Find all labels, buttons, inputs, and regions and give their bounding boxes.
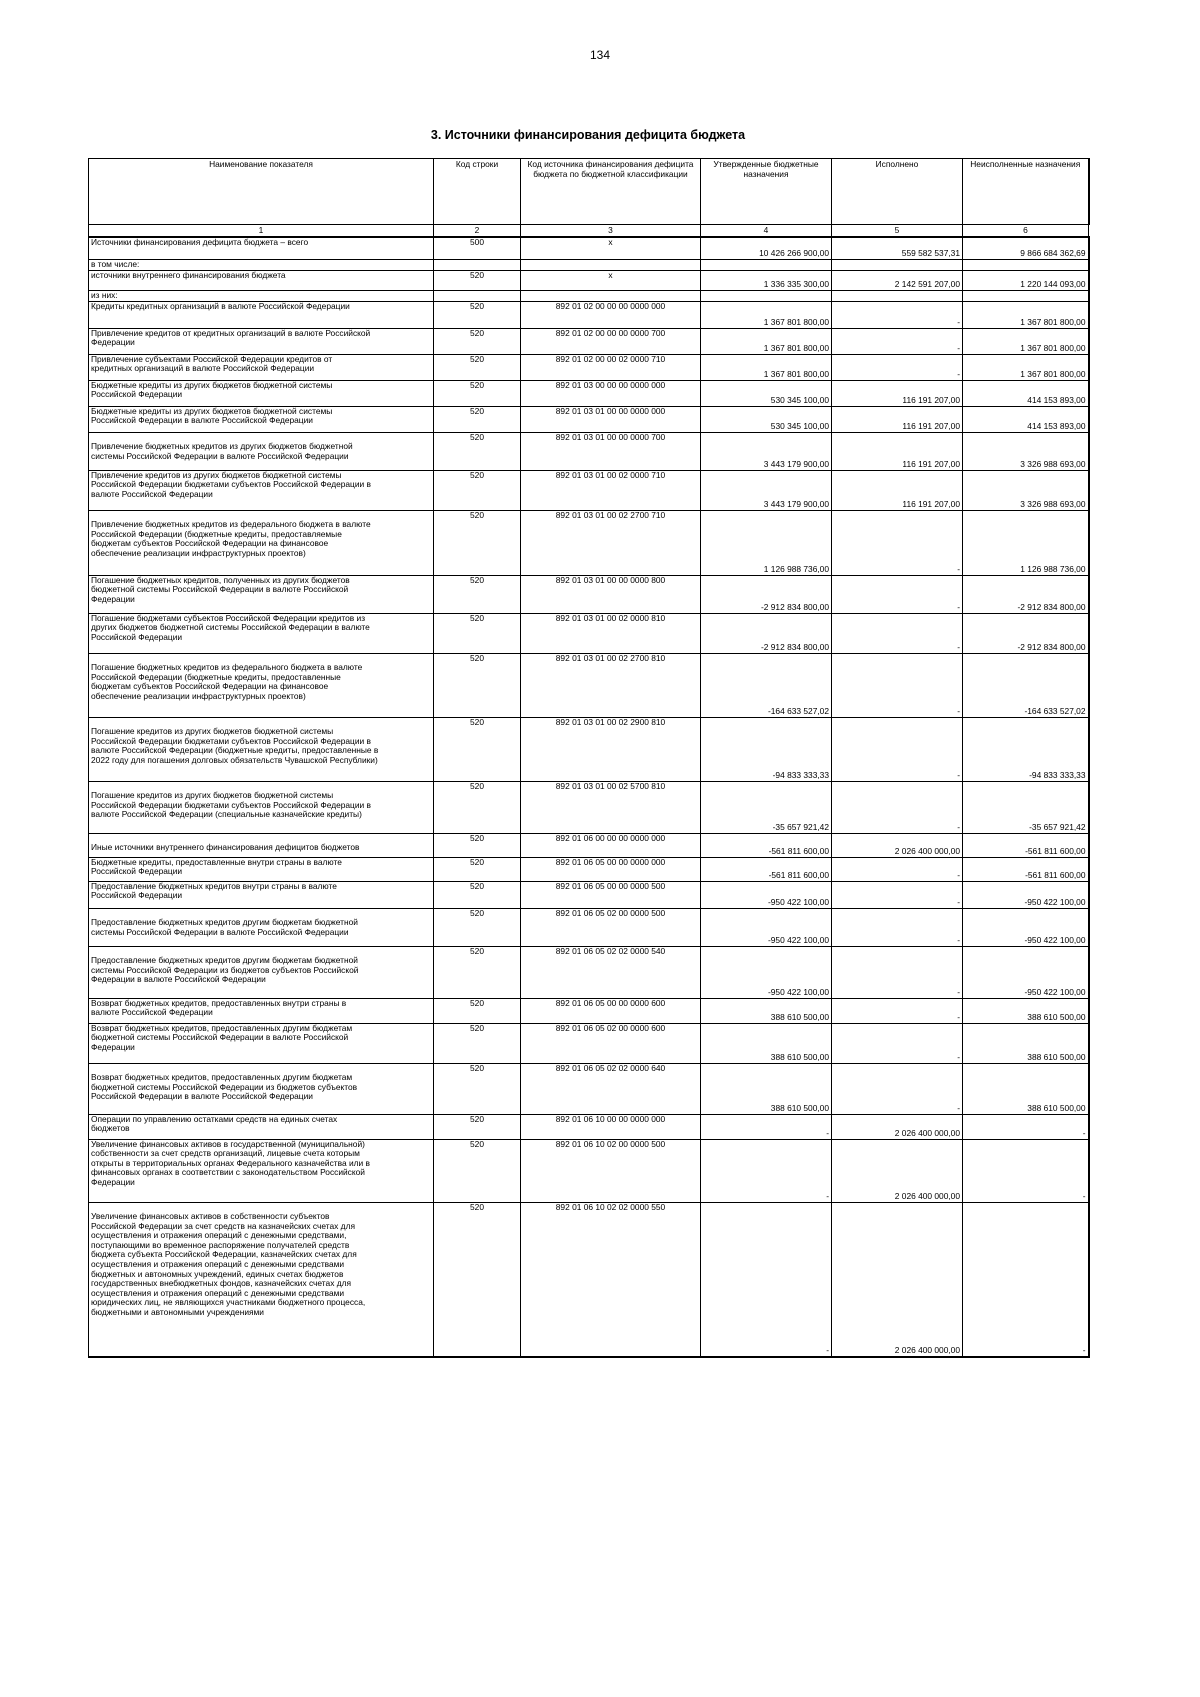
approved-amount-cell: 388 610 500,00 bbox=[701, 998, 832, 1023]
indicator-name-cell: Источники финансирования дефицита бюджета – всего bbox=[89, 237, 434, 259]
source-code-cell: 892 01 03 01 00 02 0000 710 bbox=[521, 470, 701, 510]
approved-amount-cell: -2 912 834 800,00 bbox=[701, 575, 832, 613]
table-row bbox=[89, 1202, 1089, 1357]
approved-amount-cell: 1 367 801 800,00 bbox=[701, 301, 832, 328]
approved-amount-cell: -561 811 600,00 bbox=[701, 833, 832, 857]
source-code-cell: 892 01 06 05 00 00 0000 000 bbox=[521, 857, 701, 881]
approved-amount-cell: 1 336 335 300,00 bbox=[701, 270, 832, 290]
unexecuted-amount-cell: -561 811 600,00 bbox=[963, 857, 1089, 881]
approved-amount-cell: 388 610 500,00 bbox=[701, 1023, 832, 1063]
source-code-cell: 892 01 06 10 00 00 0000 000 bbox=[521, 1114, 701, 1139]
unexecuted-amount-cell: - bbox=[963, 1139, 1089, 1202]
approved-amount-cell: -950 422 100,00 bbox=[701, 908, 832, 946]
line-code-cell: 520 bbox=[434, 328, 521, 354]
executed-amount-cell: 2 026 400 000,00 bbox=[832, 833, 963, 857]
column-number: 2 bbox=[434, 225, 521, 238]
unexecuted-amount-cell: - bbox=[963, 1202, 1089, 1357]
indicator-name-cell: Привлечение кредитов из других бюджетов бюджетной системы Российской Федерации бюджетами субъектов Российской Федерации в валюте Российской Федерации bbox=[89, 470, 434, 510]
unexecuted-amount-cell: 1 126 988 736,00 bbox=[963, 510, 1089, 575]
source-code-cell: x bbox=[521, 237, 701, 259]
unexecuted-amount-cell: 388 610 500,00 bbox=[963, 1023, 1089, 1063]
line-code-cell: 520 bbox=[434, 406, 521, 432]
executed-amount-cell: - bbox=[832, 1063, 963, 1114]
executed-amount-cell: - bbox=[832, 301, 963, 328]
line-code-cell: 520 bbox=[434, 946, 521, 998]
approved-amount-cell: 3 443 179 900,00 bbox=[701, 470, 832, 510]
executed-amount-cell: 2 142 591 207,00 bbox=[832, 270, 963, 290]
approved-amount-cell bbox=[701, 290, 832, 301]
unexecuted-amount-cell: -950 422 100,00 bbox=[963, 946, 1089, 998]
line-code-cell bbox=[434, 259, 521, 270]
table-row bbox=[89, 998, 1089, 1023]
approved-amount-cell: -561 811 600,00 bbox=[701, 857, 832, 881]
source-code-cell: 892 01 03 01 00 02 2700 810 bbox=[521, 653, 701, 717]
unexecuted-amount-cell: 1 367 801 800,00 bbox=[963, 328, 1089, 354]
unexecuted-amount-cell: -2 912 834 800,00 bbox=[963, 575, 1089, 613]
indicator-name-cell: Возврат бюджетных кредитов, предоставленных другим бюджетам бюджетной системы Российской Федерации в валюте Российской Федерации bbox=[89, 1023, 434, 1063]
source-code-cell: 892 01 03 01 00 00 0000 800 bbox=[521, 575, 701, 613]
indicator-name-cell: Увеличение финансовых активов в государственной (муниципальной) собственности за счет средств организаций, лицевые счета которым открыты в территориальных органах Федерального казначейства или в финансовых органах в соответствии с законодательством Российской Федерации bbox=[89, 1139, 434, 1202]
table-row bbox=[89, 781, 1089, 833]
source-code-cell: 892 01 02 00 00 00 0000 000 bbox=[521, 301, 701, 328]
source-code-cell: 892 01 06 00 00 00 0000 000 bbox=[521, 833, 701, 857]
unexecuted-amount-cell: 1 367 801 800,00 bbox=[963, 354, 1089, 380]
executed-amount-cell: 116 191 207,00 bbox=[832, 432, 963, 470]
unexecuted-amount-cell: 9 866 684 362,69 bbox=[963, 237, 1089, 259]
table-row bbox=[89, 908, 1089, 946]
executed-amount-cell: - bbox=[832, 908, 963, 946]
header-approved: Утвержденные бюджетные назначения bbox=[701, 159, 832, 225]
unexecuted-amount-cell: 388 610 500,00 bbox=[963, 1063, 1089, 1114]
line-code-cell: 520 bbox=[434, 881, 521, 908]
approved-amount-cell: -950 422 100,00 bbox=[701, 881, 832, 908]
approved-amount-cell: 1 367 801 800,00 bbox=[701, 328, 832, 354]
header-source-code: Код источника финансирования дефицита бюджета по бюджетной классификации bbox=[521, 159, 701, 225]
executed-amount-cell: - bbox=[832, 946, 963, 998]
executed-amount-cell: 116 191 207,00 bbox=[832, 380, 963, 406]
unexecuted-amount-cell: -164 633 527,02 bbox=[963, 653, 1089, 717]
executed-amount-cell: - bbox=[832, 781, 963, 833]
approved-amount-cell: -35 657 921,42 bbox=[701, 781, 832, 833]
header-indicator-name: Наименование показателя bbox=[89, 159, 434, 225]
line-code-cell: 520 bbox=[434, 653, 521, 717]
executed-amount-cell: - bbox=[832, 998, 963, 1023]
line-code-cell: 520 bbox=[434, 354, 521, 380]
indicator-name-cell: Бюджетные кредиты из других бюджетов бюджетной системы Российской Федерации в валюте Российской Федерации bbox=[89, 406, 434, 432]
approved-amount-cell: - bbox=[701, 1202, 832, 1357]
source-code-cell: 892 01 06 10 02 00 0000 500 bbox=[521, 1139, 701, 1202]
line-code-cell: 520 bbox=[434, 613, 521, 653]
source-code-cell: 892 01 02 00 00 00 0000 700 bbox=[521, 328, 701, 354]
unexecuted-amount-cell: -950 422 100,00 bbox=[963, 908, 1089, 946]
line-code-cell: 520 bbox=[434, 833, 521, 857]
source-code-cell bbox=[521, 259, 701, 270]
line-code-cell: 520 bbox=[434, 781, 521, 833]
header-unexecuted: Неисполненные назначения bbox=[963, 159, 1089, 225]
indicator-name-cell: Кредиты кредитных организаций в валюте Российской Федерации bbox=[89, 301, 434, 328]
executed-amount-cell bbox=[832, 290, 963, 301]
indicator-name-cell: Бюджетные кредиты из других бюджетов бюджетной системы Российской Федерации bbox=[89, 380, 434, 406]
report-title: 3. Источники финансирования дефицита бюджета bbox=[430, 128, 746, 142]
line-code-cell: 500 bbox=[434, 237, 521, 259]
line-code-cell: 520 bbox=[434, 1114, 521, 1139]
unexecuted-amount-cell bbox=[963, 259, 1089, 270]
page-number: 134 bbox=[589, 48, 611, 62]
source-code-cell: 892 01 06 05 00 00 0000 500 bbox=[521, 881, 701, 908]
unexecuted-amount-cell: -950 422 100,00 bbox=[963, 881, 1089, 908]
unexecuted-amount-cell: 1 220 144 093,00 bbox=[963, 270, 1089, 290]
line-code-cell: 520 bbox=[434, 1063, 521, 1114]
line-code-cell: 520 bbox=[434, 270, 521, 290]
table-row bbox=[89, 406, 1089, 432]
source-code-cell: 892 01 03 01 00 02 5700 810 bbox=[521, 781, 701, 833]
deficit-financing-table bbox=[88, 158, 1090, 1358]
line-code-cell: 520 bbox=[434, 380, 521, 406]
table-body bbox=[89, 237, 1089, 1357]
table-row bbox=[89, 432, 1089, 470]
table-row bbox=[89, 613, 1089, 653]
executed-amount-cell: - bbox=[832, 1023, 963, 1063]
source-code-cell: 892 01 03 01 00 00 0000 700 bbox=[521, 432, 701, 470]
table-row bbox=[89, 380, 1089, 406]
table-row bbox=[89, 1114, 1089, 1139]
table-row bbox=[89, 857, 1089, 881]
indicator-name-cell: Погашение бюджетных кредитов из федерального бюджета в валюте Российской Федерации (бюджетные кредиты, предоставленные бюджетам субъектов Российской Федерации на финансовое обеспечение реализации инфраструктурных проектов) bbox=[89, 653, 434, 717]
approved-amount-cell: -164 633 527,02 bbox=[701, 653, 832, 717]
table-row bbox=[89, 1139, 1089, 1202]
source-code-cell: 892 01 06 05 02 02 0000 640 bbox=[521, 1063, 701, 1114]
indicator-name-cell: Предоставление бюджетных кредитов другим бюджетам бюджетной системы Российской Федерации из бюджетов субъектов Российской Федерации в валюте Российской Федерации bbox=[89, 946, 434, 998]
approved-amount-cell: 1 367 801 800,00 bbox=[701, 354, 832, 380]
line-code-cell: 520 bbox=[434, 1023, 521, 1063]
executed-amount-cell: - bbox=[832, 354, 963, 380]
line-code-cell: 520 bbox=[434, 908, 521, 946]
header-row bbox=[89, 159, 1089, 225]
unexecuted-amount-cell: 3 326 988 693,00 bbox=[963, 432, 1089, 470]
approved-amount-cell: 388 610 500,00 bbox=[701, 1063, 832, 1114]
executed-amount-cell: - bbox=[832, 575, 963, 613]
line-code-cell: 520 bbox=[434, 470, 521, 510]
approved-amount-cell: -94 833 333,33 bbox=[701, 717, 832, 781]
unexecuted-amount-cell: -94 833 333,33 bbox=[963, 717, 1089, 781]
table-row bbox=[89, 946, 1089, 998]
table-row bbox=[89, 270, 1089, 290]
approved-amount-cell: - bbox=[701, 1139, 832, 1202]
line-code-cell bbox=[434, 290, 521, 301]
header-executed: Исполнено bbox=[832, 159, 963, 225]
source-code-cell: 892 01 03 00 00 00 0000 000 bbox=[521, 380, 701, 406]
line-code-cell: 520 bbox=[434, 301, 521, 328]
indicator-name-cell: Погашение кредитов из других бюджетов бюджетной системы Российской Федерации бюджетами субъектов Российской Федерации в валюте Российской Федерации (специальные казначейские кредиты) bbox=[89, 781, 434, 833]
executed-amount-cell: 2 026 400 000,00 bbox=[832, 1202, 963, 1357]
source-code-cell: x bbox=[521, 270, 701, 290]
table-row bbox=[89, 575, 1089, 613]
unexecuted-amount-cell: 1 367 801 800,00 bbox=[963, 301, 1089, 328]
source-code-cell: 892 01 06 05 02 02 0000 540 bbox=[521, 946, 701, 998]
indicator-name-cell: Погашение кредитов из других бюджетов бюджетной системы Российской Федерации бюджетами субъектов Российской Федерации в валюте Российской Федерации (бюджетные кредиты, предоставленные в 2022 году для погашения долговых обязательств Чувашской Республики) bbox=[89, 717, 434, 781]
unexecuted-amount-cell: 388 610 500,00 bbox=[963, 998, 1089, 1023]
indicator-name-cell: Привлечение бюджетных кредитов из федерального бюджета в валюте Российской Федерации (бюджетные кредиты, предоставляемые бюджетам субъектов Российской Федерации на финансовое обеспечение реализации инфраструктурных проектов) bbox=[89, 510, 434, 575]
indicator-name-cell: Погашение бюджетных кредитов, полученных из других бюджетов бюджетной системы Российской Федерации в валюте Российской Федерации bbox=[89, 575, 434, 613]
line-code-cell: 520 bbox=[434, 575, 521, 613]
approved-amount-cell: 530 345 100,00 bbox=[701, 380, 832, 406]
column-number: 5 bbox=[832, 225, 963, 238]
executed-amount-cell bbox=[832, 259, 963, 270]
table-row bbox=[89, 237, 1089, 259]
indicator-name-cell: Погашение бюджетами субъектов Российской Федерации кредитов из других бюджетов бюджетной системы Российской Федерации в валюте Российской Федерации bbox=[89, 613, 434, 653]
table-row bbox=[89, 259, 1089, 270]
table-row bbox=[89, 717, 1089, 781]
header-line-code: Код строки bbox=[434, 159, 521, 225]
unexecuted-amount-cell: - bbox=[963, 1114, 1089, 1139]
table-row bbox=[89, 354, 1089, 380]
line-code-cell: 520 bbox=[434, 998, 521, 1023]
column-number: 1 bbox=[89, 225, 434, 238]
table-row bbox=[89, 290, 1089, 301]
indicator-name-cell: Бюджетные кредиты, предоставленные внутри страны в валюте Российской Федерации bbox=[89, 857, 434, 881]
unexecuted-amount-cell: -2 912 834 800,00 bbox=[963, 613, 1089, 653]
executed-amount-cell: - bbox=[832, 510, 963, 575]
executed-amount-cell: 2 026 400 000,00 bbox=[832, 1114, 963, 1139]
approved-amount-cell: - bbox=[701, 1114, 832, 1139]
line-code-cell: 520 bbox=[434, 717, 521, 781]
source-code-cell: 892 01 06 05 02 00 0000 600 bbox=[521, 1023, 701, 1063]
approved-amount-cell: 1 126 988 736,00 bbox=[701, 510, 832, 575]
column-number-row bbox=[89, 225, 1089, 238]
source-code-cell: 892 01 06 05 00 00 0000 600 bbox=[521, 998, 701, 1023]
executed-amount-cell: 116 191 207,00 bbox=[832, 406, 963, 432]
executed-amount-cell: - bbox=[832, 857, 963, 881]
table-row bbox=[89, 510, 1089, 575]
executed-amount-cell: - bbox=[832, 653, 963, 717]
source-code-cell: 892 01 03 01 00 02 2900 810 bbox=[521, 717, 701, 781]
approved-amount-cell: -950 422 100,00 bbox=[701, 946, 832, 998]
indicator-name-cell: Привлечение кредитов от кредитных организаций в валюте Российской Федерации bbox=[89, 328, 434, 354]
executed-amount-cell: 2 026 400 000,00 bbox=[832, 1139, 963, 1202]
line-code-cell: 520 bbox=[434, 1139, 521, 1202]
column-number: 4 bbox=[701, 225, 832, 238]
unexecuted-amount-cell: 414 153 893,00 bbox=[963, 406, 1089, 432]
unexecuted-amount-cell: -35 657 921,42 bbox=[963, 781, 1089, 833]
column-number: 6 bbox=[963, 225, 1089, 238]
executed-amount-cell: - bbox=[832, 613, 963, 653]
column-number: 3 bbox=[521, 225, 701, 238]
executed-amount-cell: - bbox=[832, 881, 963, 908]
line-code-cell: 520 bbox=[434, 1202, 521, 1357]
indicator-name-cell: Увеличение финансовых активов в собственности субъектов Российской Федерации за счет средств на казначейских счетах для осуществления и отражения операций с денежными средствами, поступающими во временное распоряжение получателей средств бюджета субъекта Российской Федерации, казначейских счетах для осуществления и отражения операций с денежными средствами бюджетных и автономных учреждений, единых счетах бюджетов государственных внебюджетных фондов, казначейских счетах для осуществления и отражения операций с денежными средствами юридических лиц, не являющихся участниками бюджетного процесса, бюджетными и автономными учреждениями bbox=[89, 1202, 434, 1357]
indicator-name-cell: Предоставление бюджетных кредитов другим бюджетам бюджетной системы Российской Федерации в валюте Российской Федерации bbox=[89, 908, 434, 946]
executed-amount-cell: - bbox=[832, 717, 963, 781]
indicator-name-cell: Операции по управлению остатками средств на единых счетах бюджетов bbox=[89, 1114, 434, 1139]
line-code-cell: 520 bbox=[434, 857, 521, 881]
source-code-cell: 892 01 06 05 02 00 0000 500 bbox=[521, 908, 701, 946]
table-row bbox=[89, 328, 1089, 354]
indicator-name-cell: Предоставление бюджетных кредитов внутри страны в валюте Российской Федерации bbox=[89, 881, 434, 908]
table-row bbox=[89, 470, 1089, 510]
source-code-cell: 892 01 03 01 00 00 0000 000 bbox=[521, 406, 701, 432]
approved-amount-cell: 10 426 266 900,00 bbox=[701, 237, 832, 259]
source-code-cell: 892 01 03 01 00 02 2700 710 bbox=[521, 510, 701, 575]
table-row bbox=[89, 833, 1089, 857]
indicator-name-cell: источники внутреннего финансирования бюджета bbox=[89, 270, 434, 290]
table-row bbox=[89, 881, 1089, 908]
executed-amount-cell: - bbox=[832, 328, 963, 354]
indicator-name-cell: из них: bbox=[89, 290, 434, 301]
unexecuted-amount-cell: 414 153 893,00 bbox=[963, 380, 1089, 406]
executed-amount-cell: 559 582 537,31 bbox=[832, 237, 963, 259]
table-row bbox=[89, 1063, 1089, 1114]
line-code-cell: 520 bbox=[434, 510, 521, 575]
source-code-cell: 892 01 02 00 00 02 0000 710 bbox=[521, 354, 701, 380]
table-row bbox=[89, 301, 1089, 328]
source-code-cell: 892 01 06 10 02 02 0000 550 bbox=[521, 1202, 701, 1357]
indicator-name-cell: Привлечение бюджетных кредитов из других бюджетов бюджетной системы Российской Федерации в валюте Российской Федерации bbox=[89, 432, 434, 470]
indicator-name-cell: в том числе: bbox=[89, 259, 434, 270]
indicator-name-cell: Возврат бюджетных кредитов, предоставленных внутри страны в валюте Российской Федерации bbox=[89, 998, 434, 1023]
indicator-name-cell: Привлечение субъектами Российской Федерации кредитов от кредитных организаций в валюте Российской Федерации bbox=[89, 354, 434, 380]
line-code-cell: 520 bbox=[434, 432, 521, 470]
indicator-name-cell: Иные источники внутреннего финансирования дефицитов бюджетов bbox=[89, 833, 434, 857]
unexecuted-amount-cell: -561 811 600,00 bbox=[963, 833, 1089, 857]
approved-amount-cell: 3 443 179 900,00 bbox=[701, 432, 832, 470]
unexecuted-amount-cell bbox=[963, 290, 1089, 301]
unexecuted-amount-cell: 3 326 988 693,00 bbox=[963, 470, 1089, 510]
approved-amount-cell: -2 912 834 800,00 bbox=[701, 613, 832, 653]
indicator-name-cell: Возврат бюджетных кредитов, предоставленных другим бюджетам бюджетной системы Российской Федерации из бюджетов субъектов Российской Федерации в валюте Российской Федерации bbox=[89, 1063, 434, 1114]
source-code-cell: 892 01 03 01 00 02 0000 810 bbox=[521, 613, 701, 653]
approved-amount-cell bbox=[701, 259, 832, 270]
table-row bbox=[89, 1023, 1089, 1063]
executed-amount-cell: 116 191 207,00 bbox=[832, 470, 963, 510]
table-row bbox=[89, 653, 1089, 717]
source-code-cell bbox=[521, 290, 701, 301]
approved-amount-cell: 530 345 100,00 bbox=[701, 406, 832, 432]
